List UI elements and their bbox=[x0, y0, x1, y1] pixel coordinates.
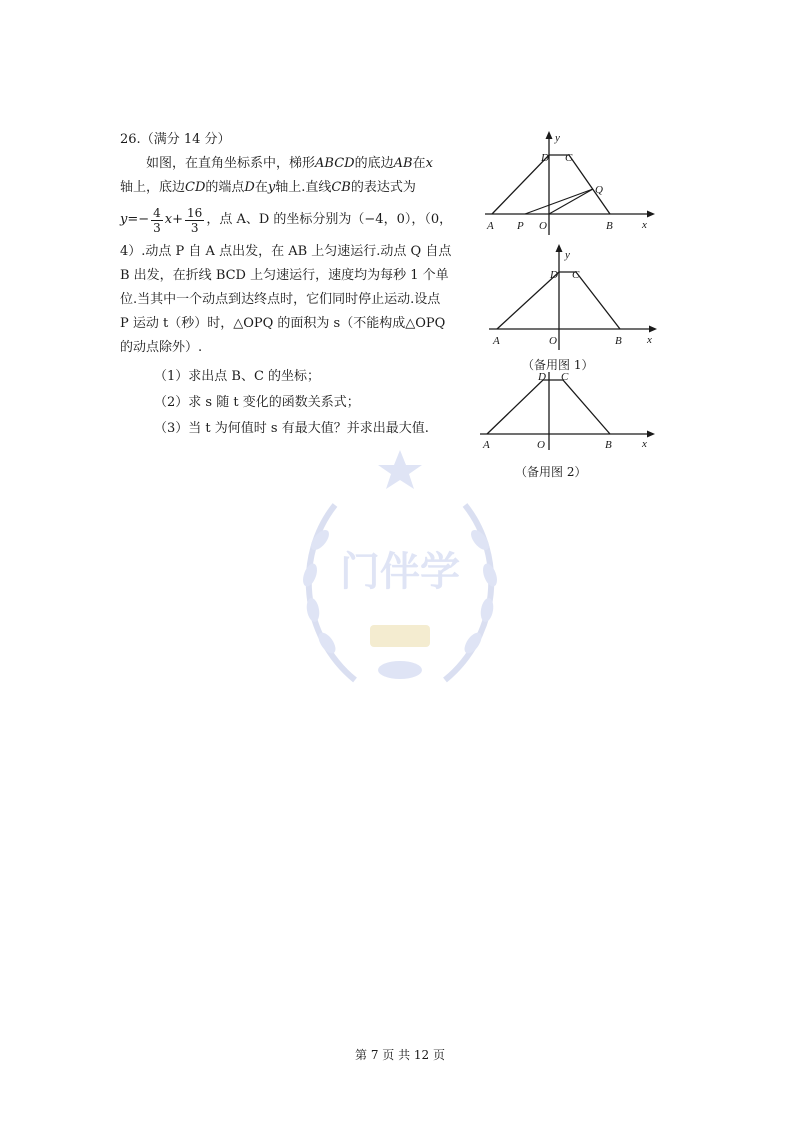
problem-number: 26. bbox=[120, 132, 141, 147]
line2-text-4: 轴上.直线 bbox=[275, 180, 332, 195]
label-d: D bbox=[541, 152, 549, 164]
label-b: B bbox=[615, 335, 622, 347]
problem-text bbox=[120, 128, 472, 442]
base-ab: AB bbox=[393, 156, 413, 171]
base-cd: CD bbox=[185, 180, 206, 195]
frac2-den: 3 bbox=[190, 220, 199, 235]
question-2: （2）求 s 随 t 变化的函数关系式； bbox=[154, 395, 360, 410]
frac2-num: 16 bbox=[187, 205, 203, 220]
problem-line-8: 的动点除外）. bbox=[120, 340, 203, 355]
axis-y-ref: y bbox=[267, 180, 276, 195]
label-c: C bbox=[572, 269, 580, 281]
trapezoid-name: ABCD bbox=[315, 156, 355, 171]
page-footer: 第 7 页 共 12 页 bbox=[355, 1048, 445, 1062]
label-y: y bbox=[565, 249, 570, 261]
eq-equals: =− bbox=[127, 212, 150, 227]
label-b: B bbox=[605, 439, 612, 450]
question-1: （1）求出点 B、C 的坐标； bbox=[154, 369, 321, 384]
label-x: x bbox=[642, 438, 647, 450]
frac1-den: 3 bbox=[153, 220, 161, 235]
label-x: x bbox=[647, 334, 652, 346]
equation-line bbox=[120, 200, 472, 240]
axis-x-ref: x bbox=[425, 156, 433, 171]
watermark-logo bbox=[275, 445, 525, 705]
figure-backup-1 bbox=[475, 240, 665, 350]
problem-score: （满分 14 分） bbox=[140, 132, 231, 147]
line2-text-2: 的端点 bbox=[205, 180, 245, 195]
intro-text: 如图，在直角坐标系中，梯形 bbox=[146, 156, 316, 171]
frac1-num: 4 bbox=[153, 205, 161, 220]
caption-backup-2: （备用图 2） bbox=[515, 465, 587, 479]
figure-backup-2 bbox=[475, 350, 665, 450]
fraction-four-thirds bbox=[151, 206, 163, 235]
question-3: （3）当 t 为何值时 s 有最大值？并求出最大值. bbox=[154, 421, 429, 436]
intro-text-3: 在 bbox=[412, 156, 426, 171]
eq-plus: + bbox=[172, 212, 184, 227]
label-y: y bbox=[555, 132, 560, 144]
label-b: B bbox=[606, 220, 613, 232]
point-d-ref: D bbox=[244, 180, 255, 195]
label-d: D bbox=[538, 371, 546, 383]
line-cb-ref: CB bbox=[331, 180, 351, 195]
label-c: C bbox=[565, 152, 573, 164]
watermark-text: 门伴学 bbox=[340, 549, 460, 595]
intro-text-2: 的底边 bbox=[354, 156, 394, 171]
figure-main bbox=[475, 125, 665, 240]
problem-line-4: 4）.动点 P 自 A 点出发，在 AB 上匀速运行.动点 Q 自点 bbox=[120, 244, 452, 259]
label-a: A bbox=[493, 335, 500, 347]
problem-line-7: P 运动 t（秒）时，△OPQ 的面积为 s（不能构成△OPQ bbox=[120, 316, 446, 331]
label-p: P bbox=[517, 220, 524, 232]
caption-backup-1: （备用图 1） bbox=[522, 358, 594, 372]
label-x: x bbox=[642, 219, 647, 231]
label-o: O bbox=[539, 220, 547, 232]
eq-rest: ，点 A、D 的坐标分别为（−4，0），（0， bbox=[206, 212, 453, 227]
label-d: D bbox=[550, 269, 558, 281]
label-a: A bbox=[487, 220, 494, 232]
line2-text-5: 的表达式为 bbox=[350, 180, 416, 195]
problem-line-6: 位.当其中一个动点到达终点时，它们同时停止运动.设点 bbox=[120, 292, 441, 307]
label-q: Q bbox=[595, 184, 603, 196]
label-a: A bbox=[483, 439, 490, 450]
line2-text-3: 在 bbox=[254, 180, 268, 195]
eq-x: x bbox=[164, 212, 173, 227]
line2-text: 轴上，底边 bbox=[120, 180, 186, 195]
problem-line-5: B 出发，在折线 BCD 上匀速运行，速度均为每秒 1 个单 bbox=[120, 268, 449, 283]
eq-y: y bbox=[120, 212, 128, 227]
fraction-sixteen-thirds bbox=[185, 206, 204, 235]
label-o: O bbox=[549, 335, 557, 347]
label-c: C bbox=[561, 371, 569, 383]
label-o: O bbox=[537, 439, 545, 450]
